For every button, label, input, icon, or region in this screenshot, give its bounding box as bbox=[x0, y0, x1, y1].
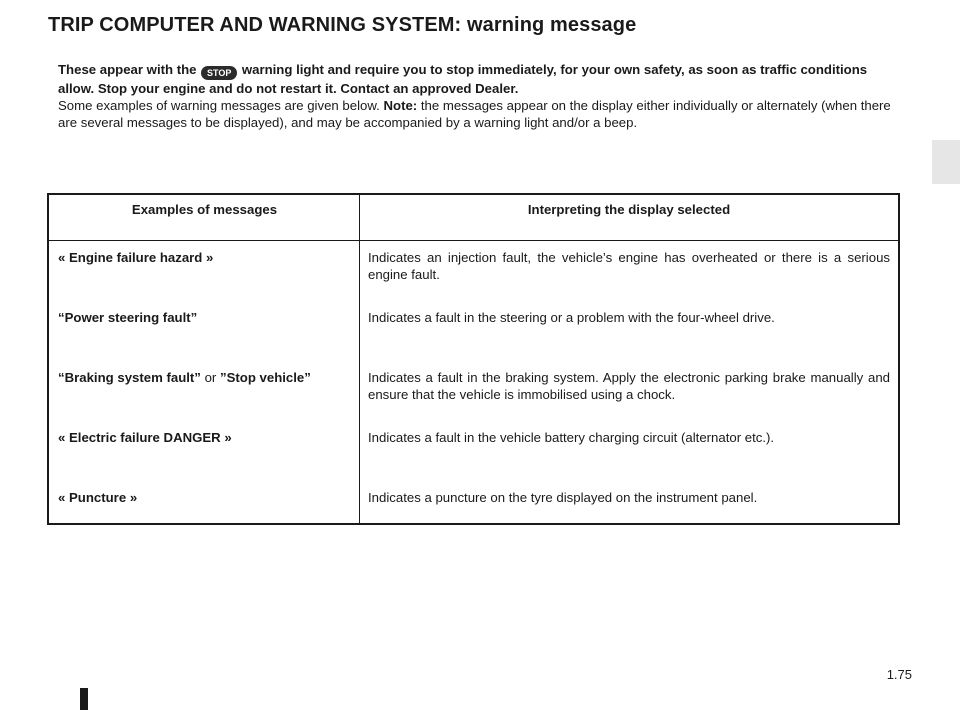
warning-text-after: warning light and require you to stop immediately, for your own safety, as soon as traffic conditions allow. Stop your engine and do not restart it. Contact an approved Dealer. bbox=[58, 62, 868, 96]
table-row bbox=[48, 481, 899, 524]
header-interpretation: Interpreting the display selected bbox=[360, 194, 900, 241]
note-label: Note: bbox=[383, 98, 418, 113]
warning-paragraph bbox=[58, 61, 896, 97]
corner-mark bbox=[80, 688, 88, 710]
stop-warning-light-icon: STOP bbox=[201, 66, 237, 80]
interpretation-cell: Indicates a puncture on the tyre displayed on the instrument panel. bbox=[368, 490, 758, 505]
page-title: TRIP COMPUTER AND WARNING SYSTEM: warning message bbox=[48, 14, 637, 36]
message-text: “Braking system fault” bbox=[58, 370, 201, 385]
table-row bbox=[48, 301, 899, 361]
warning-text-before: These appear with the bbox=[58, 62, 197, 77]
chapter-tab bbox=[932, 140, 960, 184]
table-header-row bbox=[48, 194, 899, 241]
message-cell: « Puncture » bbox=[48, 481, 360, 524]
message-cell: “Power steering fault” bbox=[48, 301, 360, 361]
examples-paragraph bbox=[58, 97, 896, 131]
message-cell: « Electric failure DANGER » bbox=[48, 421, 360, 481]
header-examples: Examples of messages bbox=[48, 194, 360, 241]
table-row bbox=[48, 241, 899, 302]
examples-text: Some examples of warning messages are given below. bbox=[58, 98, 380, 113]
interpretation-cell: Indicates an injection fault, the vehicle’s engine has overheated or there is a serious engine fault. bbox=[368, 250, 890, 282]
note-text: the messages appear on the display either individually or alternately (when there are several messages to be displayed), and may be accompanied by a warning light and/or a beep. bbox=[58, 98, 891, 130]
page-number: 1.75 bbox=[886, 667, 912, 682]
intro-text bbox=[58, 61, 896, 131]
table-row bbox=[48, 361, 899, 421]
message-connector: or bbox=[204, 370, 217, 385]
message-alt-text: ”Stop vehicle” bbox=[219, 370, 311, 385]
table-row bbox=[48, 421, 899, 481]
interpretation-cell: Indicates a fault in the vehicle battery charging circuit (alternator etc.). bbox=[368, 430, 775, 445]
warning-messages-table bbox=[47, 193, 900, 525]
interpretation-cell: Indicates a fault in the steering or a problem with the four-wheel drive. bbox=[368, 310, 775, 325]
message-cell bbox=[48, 361, 360, 421]
interpretation-cell: Indicates a fault in the braking system. Apply the electronic parking brake manually and ensure that the vehicle is immobilised using a chock. bbox=[368, 370, 890, 402]
message-cell: « Engine failure hazard » bbox=[48, 241, 360, 302]
